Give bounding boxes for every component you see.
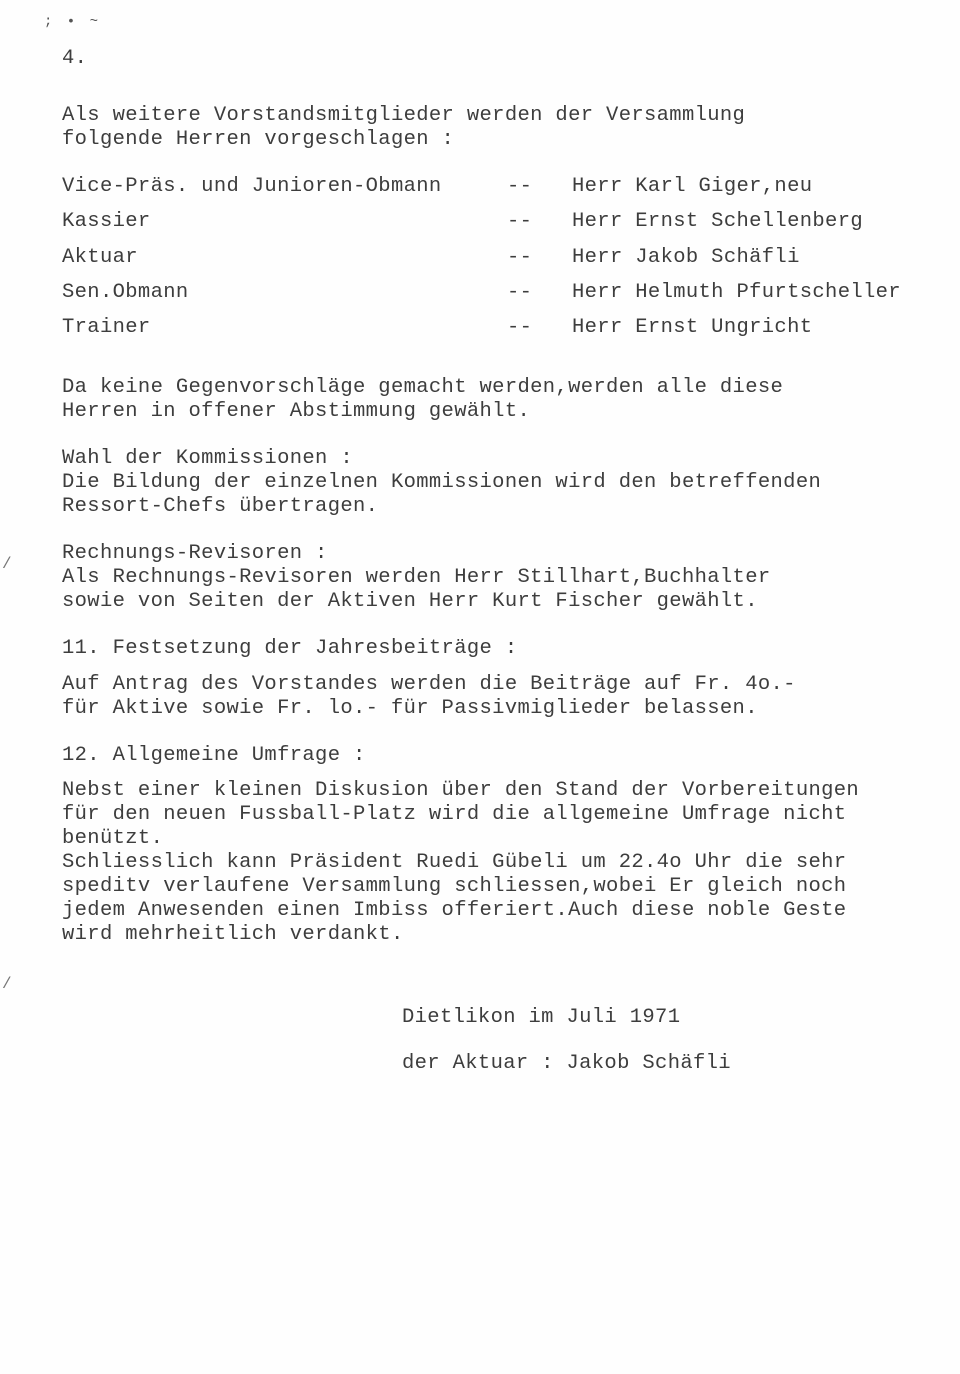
- intro-line: folgende Herren vorgeschlagen :: [62, 128, 455, 151]
- signature-line: der Aktuar : Jakob Schäfli: [402, 1052, 731, 1075]
- survey-heading: 12. Allgemeine Umfrage :: [62, 744, 366, 767]
- survey-line: für den neuen Fussball-Platz wird die allgemeine Umfrage nicht: [62, 803, 847, 826]
- board-dash: --: [507, 210, 533, 233]
- board-role: Trainer: [62, 316, 151, 339]
- fees-heading: 11. Festsetzung der Jahresbeiträge :: [62, 637, 518, 660]
- auditors-line: sowie von Seiten der Aktiven Herr Kurt Fischer gewählt.: [62, 590, 758, 613]
- board-name: Herr Helmuth Pfurtscheller: [572, 281, 901, 304]
- fees-line: Auf Antrag des Vorstandes werden die Beiträge auf Fr. 4o.-: [62, 673, 796, 696]
- intro-line: Als weitere Vorstandsmitglieder werden der Versammlung: [62, 104, 746, 127]
- survey-line: wird mehrheitlich verdankt.: [62, 923, 404, 946]
- survey-line: speditv verlaufene Versammlung schliessen,wobei Er gleich noch: [62, 875, 847, 898]
- fees-line: für Aktive sowie Fr. lo.- für Passivmiglieder belassen.: [62, 697, 758, 720]
- board-dash: --: [507, 281, 533, 304]
- corner-marks: ; • ~: [44, 14, 102, 30]
- survey-line: benützt.: [62, 827, 164, 850]
- board-role: Kassier: [62, 210, 151, 233]
- board-name: Herr Karl Giger,neu: [572, 175, 813, 198]
- board-dash: --: [507, 246, 533, 269]
- board-dash: --: [507, 175, 533, 198]
- board-role: Vice-Präs. und Junioren-Obmann: [62, 175, 442, 198]
- auditors-line: Als Rechnungs-Revisoren werden Herr Stillhart,Buchhalter: [62, 566, 771, 589]
- board-name: Herr Ernst Ungricht: [572, 316, 813, 339]
- survey-line: jedem Anwesenden einen Imbiss offeriert.Auch diese noble Geste: [62, 899, 847, 922]
- survey-line: Nebst einer kleinen Diskusion über den Stand der Vorbereitungen: [62, 779, 860, 802]
- board-dash: --: [507, 316, 533, 339]
- survey-line: Schliesslich kann Präsident Ruedi Gübeli um 22.4o Uhr die sehr: [62, 851, 847, 874]
- election-line: Herren in offener Abstimmung gewählt.: [62, 400, 531, 423]
- commissions-heading: Wahl der Kommissionen :: [62, 447, 353, 470]
- election-line: Da keine Gegenvorschläge gemacht werden,werden alle diese: [62, 376, 784, 399]
- board-role: Aktuar: [62, 246, 138, 269]
- board-name: Herr Ernst Schellenberg: [572, 210, 863, 233]
- commissions-line: Die Bildung der einzelnen Kommissionen wird den betreffenden: [62, 471, 822, 494]
- margin-tick-mark: /: [2, 975, 12, 993]
- board-role: Sen.Obmann: [62, 281, 189, 304]
- page-number: 4.: [62, 47, 88, 70]
- margin-tick-mark: /: [2, 555, 12, 573]
- commissions-line: Ressort-Chefs übertragen.: [62, 495, 379, 518]
- auditors-heading: Rechnungs-Revisoren :: [62, 542, 328, 565]
- board-name: Herr Jakob Schäfli: [572, 246, 800, 269]
- place-date: Dietlikon im Juli 1971: [402, 1006, 681, 1029]
